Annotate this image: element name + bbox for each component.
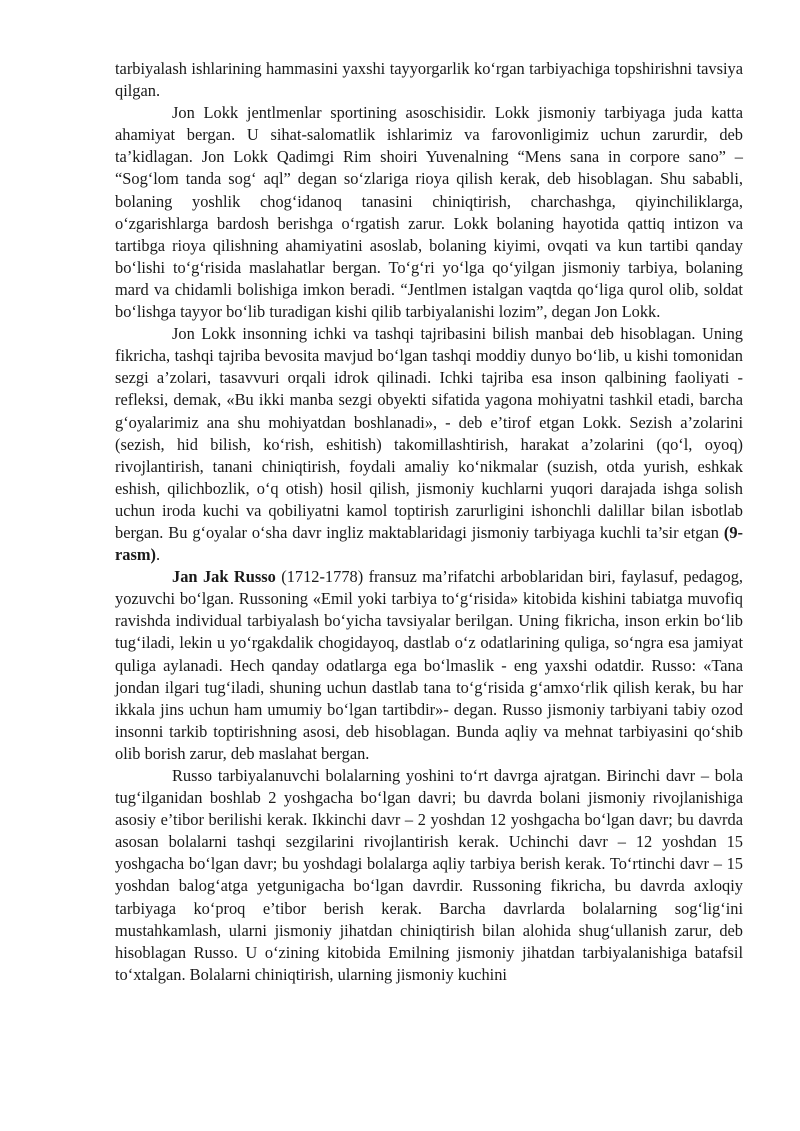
person-name-russo: Jan Jak Russo [172, 567, 276, 587]
sentence-end: . [155, 545, 161, 565]
paragraph-lokk-experience [115, 323, 743, 566]
body-text [115, 58, 743, 986]
paragraph-lokk-experience-text: Jon Lokk insonning ichki va tashqi tajribasini bilish manbai deb hisoblagan. Uning fikricha, tashqi tajriba bevosita mavjud bo‘lgan tashqi moddiy dunyo bo‘lib, u kishi tomonidan sezgi a’zolari, tasavvuri orqali idrok qilinadi. Ichki tajriba esa inson qalbining faoliyati - refleksi, demak, «Bu ikki manba sezgi obyekti sifatida yagona mohiyatni tashkil etadi, barcha g‘oyalarimiz ana shu mohiyatdan boshlanadi», - deb e’tirof etgan Lokk. Sezish a’zolarini (sezish, hid bilish, ko‘rish, eshitish) takomillashtirish, harakat a’zolarini (qo‘l, oyoq) rivojlantirish, tanani chiniqtirish, foydali amaliy ko‘nikmalar (suzish, otda yurish, eshkak eshish, qilichbozlik, o‘q otish) hosil qilish, jismoniy kuchlarni yuqori darajada ishga solish uchun iroda kuchi va qobiliyatni kamol toptirish zarurligini ishonchli dalillar bilan isbotlab bergan. Bu g‘oyalar o‘sha davr ingliz maktablaridagi jismoniy tarbiyaga kuchli ta’sir etgan [115, 324, 743, 542]
paragraph-russo [115, 566, 743, 765]
paragraph-russo-periods: Russo tarbiyalanuvchi bolalarning yoshini to‘rt davrga ajratgan. Birinchi davr – bola tug‘ilganidan boshlab 2 yoshgacha bo‘lgan davri; bu davrda bolani jismoniy rivojlanishiga asosiy e’tibor berilishi kerak. Ikkinchi davr – 2 yoshdan 12 yoshgacha bo‘lgan davr; bu davrda asosan bolalarni tashqi sezgilarini rivojlantirish kerak. Uchinchi davr – 12 yoshdan 15 yoshgacha bo‘lgan davr; bu yoshdagi bolalarga aqliy tarbiya berish kerak. To‘rtinchi davr – 15 yoshdan balog‘atga yetgunigacha bo‘lgan davrdir. Russoning fikricha, bu davrda axloqiy tarbiyaga ko‘proq e’tibor berish kerak. Barcha davrlarda bolalarning sog‘lig‘ini mustahkamlash, ularni jismoniy jihatdan chiniqtirish bilan alohida shug‘ullanish zarur, deb hisoblagan Russo. U o‘zining kitobida Emilning jismoniy jihatdan tarbiyalanishiga batafsil to‘xtalgan. Bolalarni chiniqtirish, ularning jismoniy kuchini [115, 766, 743, 984]
paragraph-russo-text: (1712-1778) fransuz ma’rifatchi arboblaridan biri, faylasuf, pedagog, yozuvchi bo‘lgan. Russoning «Emil yoki tarbiya to‘g‘risida» kitobida kishini tabiatga muvofiq ravishda individual tarbiyalash bo‘yicha tavsiyalar berilgan. Uning fikricha, inson erkin bo‘lib tug‘iladi, lekin u yo‘rgakdalik chogidayoq, dastlab o‘z odatlarining quliga, so‘ngra esa jamiyat quliga aylanadi. Hech qanday odatlarga ega bo‘lmaslik - eng yaxshi odatdir. Russo: «Tana jondan ilgari tug‘iladi, shuning uchun dastlab tana to‘g‘risida g‘amxo‘rlik qilish kerak, bu har ikkala jins uchun ham umumiy bo‘lgan tartibdir»- degan. Russo jismoniy tarbiyani tabiy ozod insonni tarkib toptirishning asosi, deb hisoblagan. Bunda aqliy va mehnat tarbiyasini qo‘shib olib borish zarur, deb maslahat bergan. [115, 567, 743, 763]
figure-reference: (9-rasm) [115, 522, 743, 565]
paragraph-lokk-sport: Jon Lokk jentlmenlar sportining asoschisidir. Lokk jismoniy tarbiyaga juda katta ahamiyat bergan. U sihat-salomatlik ishlarimiz va farovonligimiz uchun zarurdir, deb ta’kidlagan. Jon Lokk Qadimgi Rim shoiri Yuvenalning “Mens sana in corpore sano” – “Sog‘lom tanda sog‘ aql” degan so‘zlariga rioya qilish kerak, deb hisoblagan. Shu sababli, bolaning yoshlik chog‘idanoq tanasini chiniqtirish, charchashga, qiyinchiliklarga, o‘zgarishlarga bardosh berishga o‘rgatish zarur. Lokk bolaning hayotida qattiq intizon va tartibga rioya qilishning ahamiyatini asoslab, bolaning kiyimi, ovqati va kun tartibi qanday bo‘lishi to‘g‘risida maslahatlar bergan. To‘g‘ri yo‘lga qo‘yilgan jismoniy tarbiya, bolaning mard va chidamli bolishiga imkon beradi. “Jentlmen istalgan vaqtda qo‘liga qurol olib, soldat bo‘lishga tayyor bo‘lib turadigan kishi qilib tarbiyalanishi lozim”, degan Jon Lokk. [115, 103, 743, 322]
paragraph-continuation: tarbiyalash ishlarining hammasini yaxshi tayyorgarlik ko‘rgan tarbiyachiga topshirishni tavsiya qilgan. [115, 59, 743, 101]
